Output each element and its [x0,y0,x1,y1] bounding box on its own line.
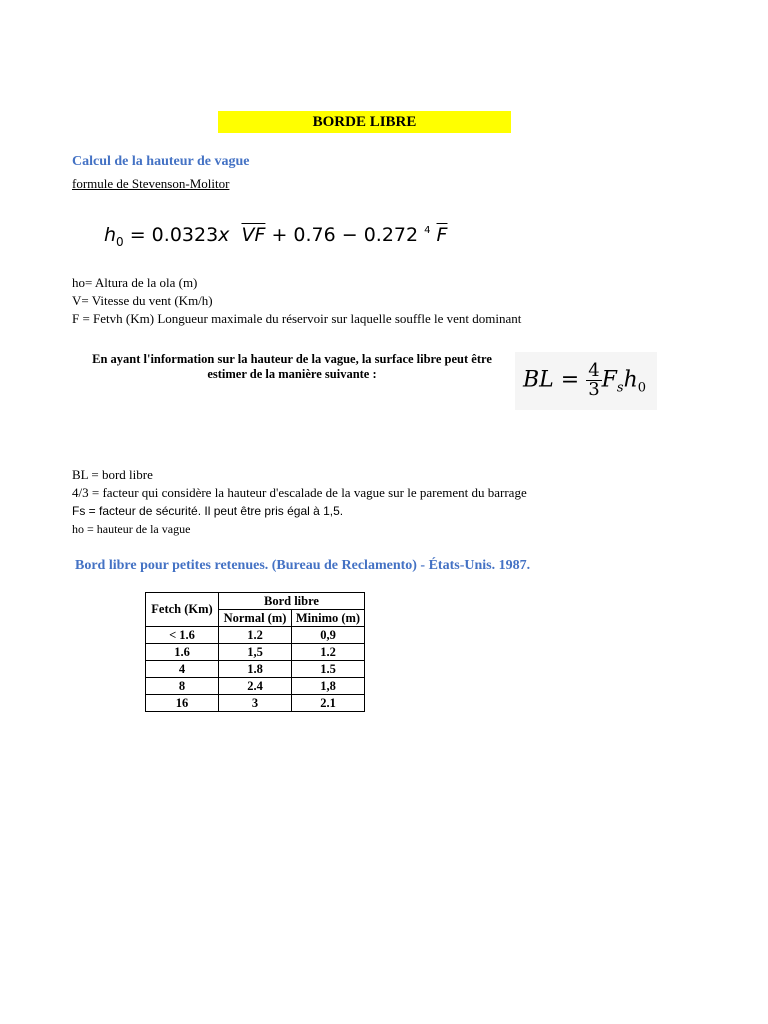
bl-fraction-numerator: 4 [588,360,600,381]
bl-lhs: BL [523,367,554,393]
cell-normal: 1.2 [219,627,292,644]
cell-fetch: 16 [146,695,219,712]
cell-normal: 1.8 [219,661,292,678]
header-fetch: Fetch (Km) [146,593,219,627]
cell-normal: 3 [219,695,292,712]
formula-f: $\overline{F}$ [436,224,448,246]
table-row [146,678,365,695]
cell-minimo: 1.2 [292,644,365,661]
cell-minimo: 0,9 [292,627,365,644]
formula-lhs: h [104,224,117,246]
section-heading-freeboard-table: Bord libre pour petites retenues. (Bureau de Reclamento) - États-Unis. 1987. [75,558,531,573]
table-row [146,644,365,661]
cell-minimo: 1.5 [292,661,365,678]
cell-minimo: 2.1 [292,695,365,712]
cell-fetch: 8 [146,678,219,695]
bl-f: F [601,367,617,393]
cell-normal: 2.4 [219,678,292,695]
stevenson-molitor-formula [104,224,447,249]
definitions-list-1 [72,274,521,328]
section-heading-wave-height: Calcul de la hauteur de vague [72,154,250,169]
bl-f-subscript: s [616,380,624,396]
cell-minimo: 1,8 [292,678,365,695]
definition-item: ho= Altura de la ola (m) [72,275,198,290]
formula-lhs-subscript: 0 [116,235,124,249]
header-bord-libre: Bord libre [219,593,365,610]
definition-item: V= Vitesse du vent (Km/h) [72,293,213,308]
page-title: BORDE LIBRE [218,111,511,133]
bl-fraction-denominator: 3 [588,379,600,400]
formula-vf: $\overline{VF}$ [241,224,266,246]
table-row [146,695,365,712]
formula-x: x [218,224,230,246]
formula-coefficient: = 0.0323 [123,224,219,246]
definition-item: F = Fetvh (Km) Longueur maximale du réservoir sur laquelle souffle le vent dominant [72,311,522,326]
definition-item: BL = bord libre [72,467,153,482]
header-normal: Normal (m) [219,610,292,627]
info-line-2: estimer de la manière suivante : [207,367,377,381]
freeboard-table [145,592,365,712]
bl-h: h [623,367,638,393]
definition-item: Fs = facteur de sécurité. Il peut être pris égal à 1,5. [72,504,344,518]
cell-normal: 1,5 [219,644,292,661]
cell-fetch: 1.6 [146,644,219,661]
bl-fraction [586,362,601,399]
bord-libre-formula [515,352,657,410]
header-minimo: Minimo (m) [292,610,365,627]
info-paragraph [72,352,512,382]
bl-h-subscript: 0 [637,380,647,396]
definition-item: ho = hauteur de la vague [72,522,191,536]
table-row [146,661,365,678]
formula-subheading: formule de Stevenson-Molitor [72,176,230,191]
definition-item: 4/3 = facteur qui considère la hauteur d'escalade de la vague sur le parement du barrage [72,485,527,500]
definitions-list-2 [72,466,527,538]
cell-fetch: 4 [146,661,219,678]
bl-equals: = [553,367,587,393]
cell-fetch: < 1.6 [146,627,219,644]
formula-middle: + 0.76 − 0.272 [265,224,425,246]
table-header-row [146,593,365,610]
formula-root-index: 4 [424,225,431,236]
info-line-1: En ayant l'information sur la hauteur de la vague, la surface libre peut être [92,352,492,366]
table-row [146,627,365,644]
